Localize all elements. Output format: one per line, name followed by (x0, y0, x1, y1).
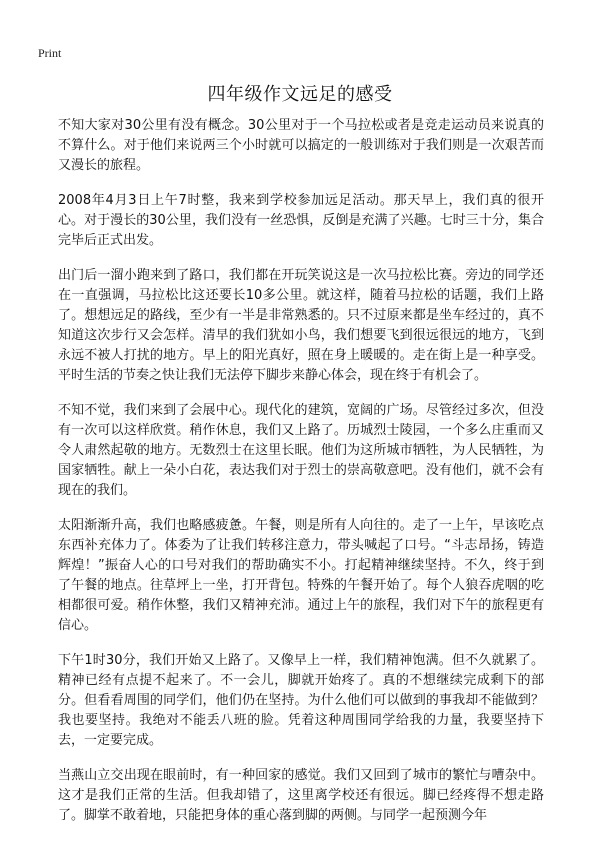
print-label: Print (38, 46, 62, 60)
paragraph-7: 当燕山立交出现在眼前时，有一种回家的感觉。我们又回到了城市的繁忙与嘈杂中。这才是我们正常的生活。但我却错了，这里离学校还有很远。脚已经疼得不想走路了。脚掌不敢着地，只能把身体的重心落到脚的两侧。与同学一起预测今年 (58, 768, 544, 823)
paragraph-5: 太阳渐渐升高，我们也略感疲惫。午餐，则是所有人向往的。走了一上午，早该吃点东西补充体力了。体委为了让我们转移注意力，带头喊起了口号。“斗志昂扬，铸造辉煌！”振奋人心的口号对我们的帮助确实不小。打起精神继续坚持。不久，终于到了午餐的地点。往草坪上一坐，打开背包。特殊的午餐开始了。每个人狼吞虎咽的吃相都很可爱。稍作休整，我们又精神充沛。通过上午的旅程，我们对下午的旅程更有信心。 (58, 518, 544, 633)
paragraph-4: 不知不觉，我们来到了会展中心。现代化的建筑，宽阔的广场。尽管经过多次，但没有一次可以这样欣赏。稍作休息，我们又上路了。历城烈士陵园，一个多么庄重而又令人肃然起敬的地方。无数烈士在这里长眠。他们为这所城市牺牲，为人民牺牲，为国家牺牲。献上一朵小白花，表达我们对于烈士的崇高敬意吧。没有他们，就不会有现在的我们。 (58, 403, 544, 498)
paragraph-1: 不知大家对30公里有没有概念。30公里对于一个马拉松或者是竞走运动员来说真的不算什么。对于他们来说两三个小时就可以搞定的一般训练对于我们则是一次艰苦而又漫长的旅程。 (58, 118, 544, 173)
document-title: 四年级作文远足的感受 (207, 84, 393, 105)
paragraph-3: 出门后一溜小跑来到了路口，我们都在开玩笑说这是一次马拉松比赛。旁边的同学还在一直强调，马拉松比这还要长10多公里。就这样，随着马拉松的话题，我们上路了。想想远足的路线，至少有一半是非常熟悉的。只不过原来都是坐车经过的，真不知道这次步行又会怎样。清早的我们犹如小鸟，我们想要飞到很远很远的地方，飞到永远不被人打扰的地方。早上的阳光真好，照在身上暖暖的。走在街上是一种享受。平时生活的节奏之快让我们无法停下脚步来静心体会，现在终于有机会了。 (58, 268, 544, 383)
document-body (58, 116, 544, 841)
paragraph-6: 下午1时30分，我们开始又上路了。又像早上一样，我们精神饱满。但不久就累了。精神已经有点提不起来了。不一会儿，脚就开始疼了。真的不想继续完成剩下的部分。但看看周围的同学们，他们仍在坚持。为什么他们可以做到的事我却不能做到？我也要坚持。我绝对不能丢八班的脸。凭着这种周围同学给我的力量，我要坚持下去，一定要完成。 (58, 653, 544, 748)
paragraph-2: 2008年4月3日上午7时整，我来到学校参加远足活动。那天早上，我们真的很开心。对于漫长的30公里，我们没有一丝恐惧，反倒是充满了兴趣。七时三十分，集合完毕后正式出发。 (58, 193, 544, 248)
